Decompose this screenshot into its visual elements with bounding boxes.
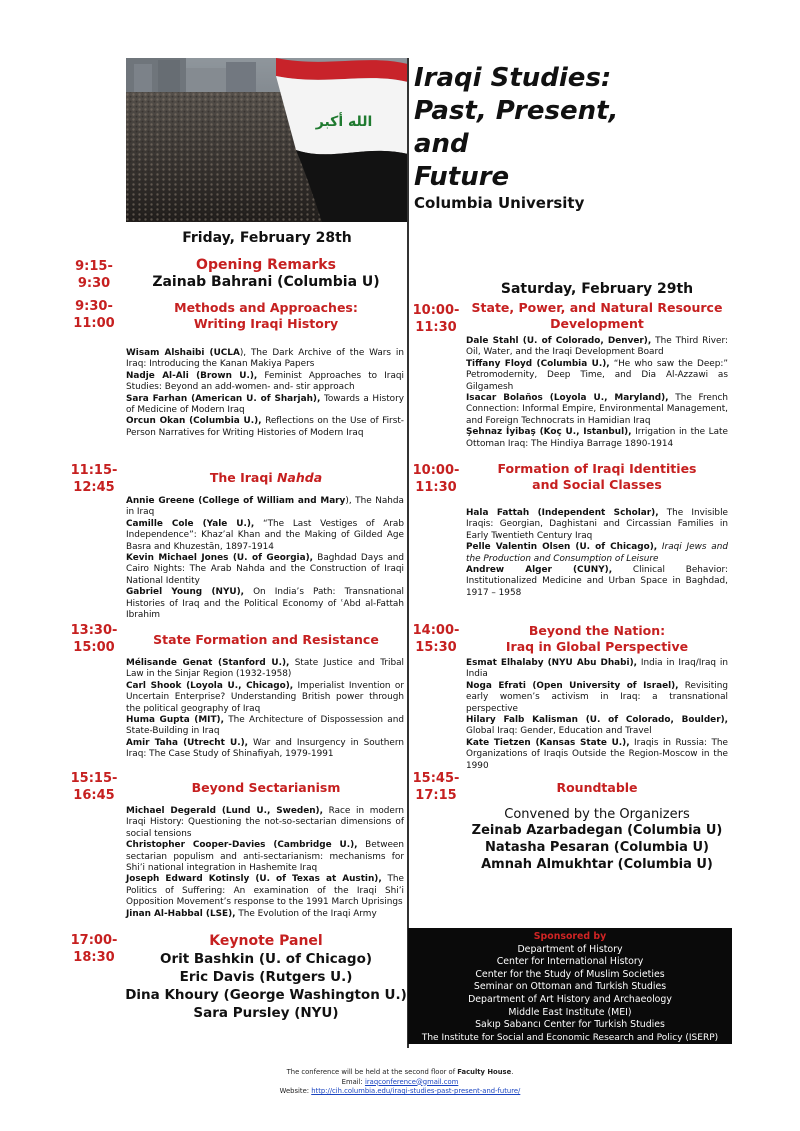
speaker-name: Eric Davis (Rutgers U.)	[179, 969, 353, 985]
nation-title: Beyond the Nation: Iraq in Global Perspective	[505, 623, 689, 654]
sponsor-item: The Institute for Social and Economic Research and Policy (ISERP)	[421, 1032, 719, 1043]
website-link[interactable]: http://cih.columbia.edu/iraqi-studies-past-present-and-future/	[311, 1087, 521, 1096]
paper-entry: Nadje Al-Ali (Brown U.), Feminist Approaches to Iraqi Studies: Beyond an add-women- and- stir approach	[126, 370, 404, 393]
resources-title: State, Power, and Natural Resource Development	[471, 300, 723, 331]
title-line: Future	[414, 162, 510, 192]
speaker-name: Orit Bashkin (U. of Chicago)	[159, 951, 373, 967]
paper-entry: Mélisande Genat (Stanford U.), State Justice and Tribal Law in the Sinjar Region (1932-1958)	[126, 658, 404, 680]
sponsor-item: Seminar on Ottoman and Turkish Studies	[473, 981, 667, 993]
sponsors-box	[408, 928, 732, 1044]
opening-time: 9:15- 9:30	[75, 259, 113, 291]
speaker-name: Dina Khoury (George Washington U.)	[125, 987, 407, 1003]
sponsor-item: Center for International History	[496, 956, 644, 968]
sponsor-item: Department of History	[517, 943, 623, 955]
website-line: Website: http://cih.columbia.edu/iraqi-studies-past-present-and-future/	[279, 1087, 521, 1096]
roundtable-convened: Convened by the Organizers	[504, 807, 690, 822]
title-line: Iraqi Studies:	[414, 63, 612, 93]
keynote-title: Keynote Panel	[209, 933, 323, 949]
paper-entry: Tiffany Floyd (Columbia U.), “He who saw the Deep:” Petromodernity, Deep Time, and Dia Al-Azzawi as Gilgamesh	[466, 358, 728, 392]
paper-entry: Pelle Valentin Olsen (U. of Chicago), Iraqi Jews and the Production and Consumption of Leisure	[466, 542, 728, 564]
speaker-name: Sara Pursley (NYU)	[193, 1005, 339, 1021]
nation-papers	[466, 658, 728, 772]
paper-entry: Dale Stahl (U. of Colorado, Denver), The Third River: Oil, Water, and the Iraqi Development Board	[466, 336, 728, 358]
roundtable-title: Roundtable	[556, 780, 638, 795]
paper-entry: Joseph Edward Kotinsly (U. of Texas at Austin), The Politics of Suffering: An examination of the Iraqi Shi’i Opposition Movement’s response to the 1991 March Uprisings	[126, 874, 405, 908]
keynote-speakers	[120, 950, 412, 1022]
sponsor-item: Middle East Institute (MEI)	[508, 1006, 632, 1018]
identities-papers	[466, 508, 728, 599]
saturday-date: Saturday, February 29th	[500, 281, 694, 297]
nahda-title: The Iraqi Nahda	[209, 470, 323, 485]
identities-time: 10:00- 11:30	[412, 463, 460, 495]
organizer-name: Amnah Almukhtar (Columbia U)	[481, 857, 713, 872]
methods-papers	[126, 348, 404, 439]
paper-entry: Michael Degerald (Lund U., Sweden), Race in modern Iraqi History: Questioning the not-so-sectarian dimensions of social tensions	[126, 806, 404, 839]
state-title: State Formation and Resistance	[153, 632, 379, 647]
resources-papers	[466, 336, 728, 450]
paper-entry: Christopher Cooper-Davies (Cambridge U.), Between sectarian populism and anti-sectarianism: mechanisms for Shi’i national integration in Hashemite Iraq	[126, 840, 404, 874]
paper-entry: Annie Greene (College of William and Mary), The Nahda in Iraq	[126, 496, 404, 518]
venue-line: The conference will be held at the second floor of Faculty House.	[286, 1068, 514, 1076]
sponsor-item: Center for the Study of Muslim Societies	[475, 968, 665, 980]
paper-entry: Sara Farhan (American U. of Sharjah), Towards a History of Medicine of Modern Iraq	[126, 393, 405, 416]
keynote-time: 17:00- 18:30	[70, 933, 118, 965]
email-link[interactable]: iraqconference@gmail.com	[364, 1077, 459, 1086]
university-name: Columbia University	[414, 194, 585, 212]
sectarianism-time: 15:15- 16:45	[70, 771, 118, 803]
paper-entry: Gabriel Young (NYU), On India’s Path: Transnational Histories of Iraq and the Political Economy of ʿAbd al-Fattah Ibrahim	[126, 587, 404, 621]
friday-date: Friday, February 28th	[182, 230, 352, 246]
state-time: 13:30- 15:00	[70, 623, 118, 655]
email-line: Email: iraqconference@gmail.com	[341, 1077, 459, 1086]
conference-title	[414, 62, 794, 194]
paper-entry: Camille Cole (Yale U.), “The Last Vestiges of Arab Independence”: Khaz’al Khan and the Making of Gilded Age Basra and Khuzestān, 1897-1914	[126, 518, 405, 552]
paper-entry: Hala Fattah (Independent Scholar), The Invisible Iraqis: Georgian, Daghistani and Circassian Families in Early Twentieth Century Iraq	[466, 508, 728, 541]
paper-entry: Kate Tietzen (Kansas State U.), Iraqis in Russia: The Organizations of Iraqis Outside the Region-Moscow in the 1990	[466, 737, 728, 771]
protest-photo	[126, 58, 408, 222]
title-line: Past, Present,	[414, 96, 619, 126]
methods-time: 9:30- 11:00	[73, 299, 115, 331]
paper-entry: Isacar Bolaños (Loyola U., Maryland), The French Connection: Informal Empire, Environmental Management, and Foreign Technocrats in Hamidian Iraq	[466, 393, 728, 426]
roundtable-organizers	[466, 822, 728, 873]
nahda-papers	[126, 496, 404, 621]
paper-entry: Şehnaz İyibaş (Koç U., Istanbul), Irrigation in the Late Ottoman Iraq: The Hindiya Barrage 1890-1914	[466, 427, 728, 449]
paper-entry: Carl Shook (Loyola U., Chicago), Imperialist Invention or Uncertain Enterprise? Understanding British power through the political geography of Iraq	[126, 680, 404, 714]
paper-entry: Amir Taha (Utrecht U.), War and Insurgency in Southern Iraq: The Case Study of Shinafiyah, 1979-1991	[126, 737, 404, 760]
sectarianism-title: Beyond Sectarianism	[191, 780, 341, 795]
flag-inscription: الله أكبر	[315, 114, 373, 130]
column-divider	[407, 58, 409, 1048]
organizer-name: Natasha Pesaran (Columbia U)	[485, 840, 709, 855]
title-line: and	[414, 129, 469, 159]
identities-title: Formation of Iraqi Identities and Social Classes	[497, 461, 697, 492]
sponsor-item: Department of Art History and Archaeology	[468, 993, 672, 1005]
paper-entry: Noga Efrati (Open University of Israel), Revisiting early women’s activism in Iraq: a transnational perspective	[466, 680, 728, 714]
state-papers	[126, 658, 404, 761]
opening-speaker	[126, 273, 406, 291]
roundtable-time: 15:45- 17:15	[412, 771, 460, 803]
sectarianism-papers	[126, 806, 404, 920]
paper-entry: Huma Gupta (MIT), The Architecture of Dispossession and State-Building in Iraq	[126, 715, 404, 737]
paper-entry: Esmat Elhalaby (NYU Abu Dhabi), India in Iraq/Iraq in India	[466, 658, 728, 680]
footer	[200, 1068, 600, 1097]
sponsor-item: Sakıp Sabancı Center for Turkish Studies	[475, 1019, 665, 1031]
speaker-name: Zainab Bahrani (Columbia U)	[152, 274, 380, 290]
nahda-time: 11:15- 12:45	[70, 463, 118, 495]
paper-entry: Andrew Alger (CUNY), Clinical Behavior: Institutionalized Medicine and Urban Space in Baghdad, 1917 – 1958	[466, 565, 728, 598]
crowd-flag-illustration	[126, 58, 408, 222]
sponsors-title: Sponsored by	[533, 931, 607, 942]
paper-entry: Orcun Okan (Columbia U.), Reflections on the Use of First-Person Narratives for Writing Histories of Modern Iraq	[126, 416, 404, 438]
opening-title: Opening Remarks	[196, 257, 336, 273]
paper-entry: Wisam Alshaibi (UCLA), The Dark Archive of the Wars in Iraq: Introducing the Kanan Makiya Papers	[126, 348, 404, 370]
resources-time: 10:00- 11:30	[412, 303, 460, 335]
methods-title: Methods and Approaches: Writing Iraqi History	[174, 300, 358, 331]
nation-time: 14:00- 15:30	[412, 623, 460, 655]
organizer-name: Zeinab Azarbadegan (Columbia U)	[471, 823, 723, 838]
paper-entry: Hilary Falb Kalisman (U. of Colorado, Boulder), Global Iraq: Gender, Education and Travel	[466, 715, 728, 737]
paper-entry: Jinan Al-Habbal (LSE), The Evolution of the Iraqi Army	[126, 908, 377, 919]
paper-entry: Kevin Michael Jones (U. of Georgia), Baghdad Days and Cairo Nights: The Arab Nahda and the Construction of Iraqi National Identity	[126, 553, 404, 586]
